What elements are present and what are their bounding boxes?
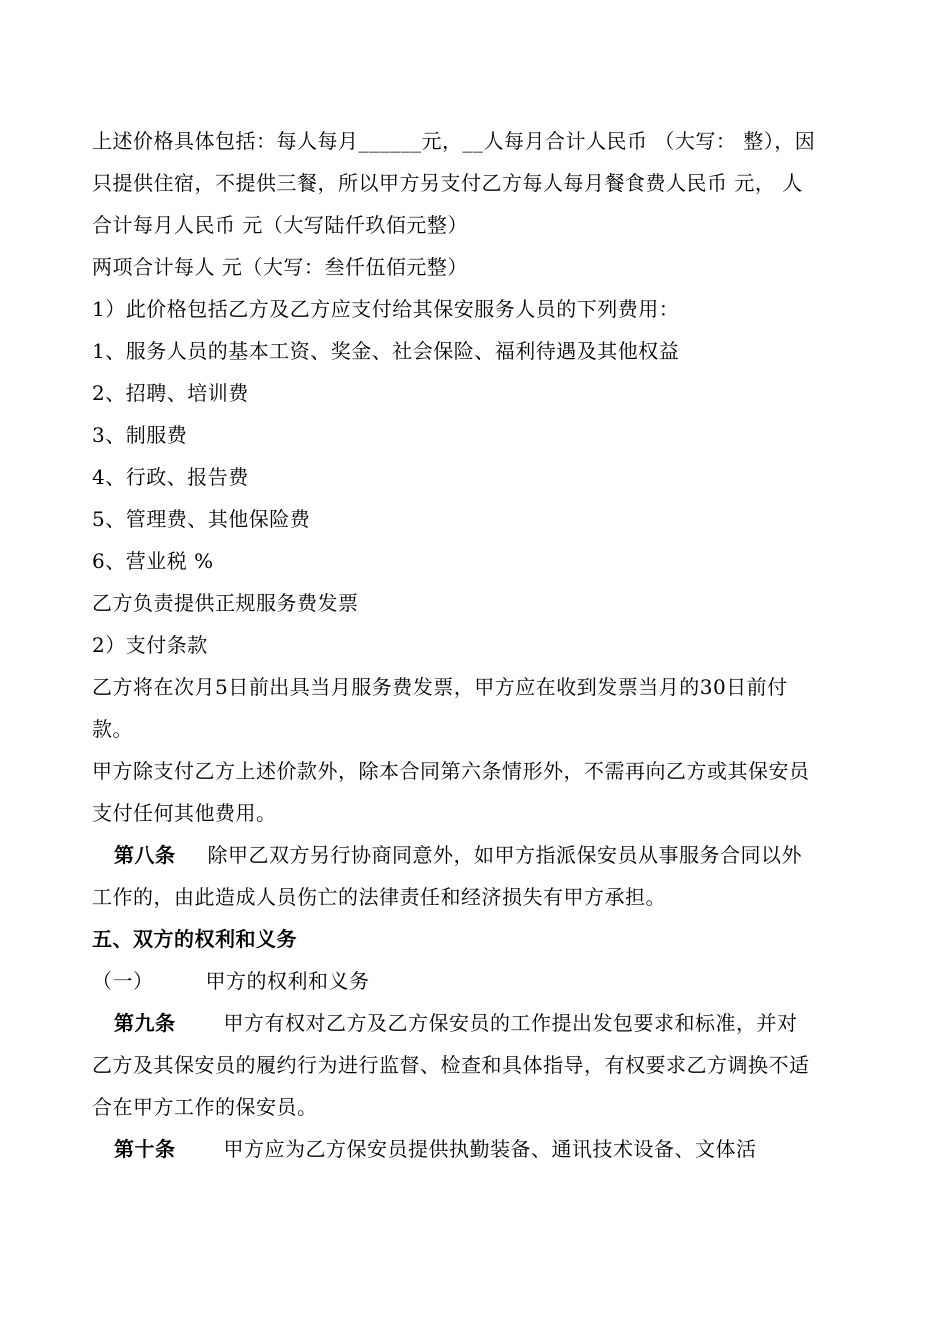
article-text: 甲方应为乙方保安员提供执勤装备、通讯技术设备、文体活	[223, 1137, 757, 1161]
paragraph-line: 两项合计每人 元（大写：叁仟伍佰元整）	[92, 255, 468, 279]
paragraph-line: 支付任何其他费用。	[92, 801, 277, 825]
paragraph-line: 2）支付条款	[92, 633, 208, 657]
paragraph-line: 款。	[92, 717, 133, 741]
article-8	[92, 834, 862, 876]
list-item: 5、管理费、其他保险费	[92, 507, 311, 531]
subsection-label: （一）	[92, 969, 154, 993]
article-10	[92, 1128, 862, 1170]
list-item: 2、招聘、培训费	[92, 381, 249, 405]
paragraph-line: 1）此价格包括乙方及乙方应支付给其保安服务人员的下列费用：	[92, 297, 680, 321]
paragraph-line: 上述价格具体包括：每人每月______元，__人每月合计人民币 （大写： 整），因	[92, 129, 816, 153]
article-label: 第八条	[114, 843, 176, 867]
document-page	[92, 120, 862, 1170]
list-item: 4、行政、报告费	[92, 465, 249, 489]
list-item: 6、营业税 %	[92, 549, 214, 573]
subsection-heading	[92, 960, 862, 1002]
article-label: 第九条	[114, 1011, 176, 1035]
list-item: 3、制服费	[92, 423, 188, 447]
section-heading: 五、双方的权利和义务	[92, 927, 297, 951]
paragraph-line: 合计每月人民币 元（大写陆仟玖佰元整）	[92, 213, 468, 237]
paragraph-line: 乙方将在次月5日前出具当月服务费发票，甲方应在收到发票当月的30日前付	[92, 675, 788, 699]
paragraph-line: 乙方及其保安员的履约行为进行监督、检查和具体指导，有权要求乙方调换不适	[92, 1053, 810, 1077]
subsection-title: 甲方的权利和义务	[205, 969, 370, 993]
list-item: 1、服务人员的基本工资、奖金、社会保险、福利待遇及其他权益	[92, 339, 680, 363]
paragraph-line: 只提供住宿，不提供三餐，所以甲方另支付乙方每人每月餐食费人民币 元， 人	[92, 171, 803, 195]
article-label: 第十条	[114, 1137, 176, 1161]
paragraph-line: 工作的，由此造成人员伤亡的法律责任和经济损失有甲方承担。	[92, 885, 666, 909]
paragraph-line: 甲方除支付乙方上述价款外，除本合同第六条情形外，不需再向乙方或其保安员	[92, 759, 810, 783]
article-text: 甲方有权对乙方及乙方保安员的工作提出发包要求和标准，并对	[223, 1011, 798, 1035]
article-text: 除甲乙双方另行协商同意外，如甲方指派保安员从事服务合同以外	[207, 843, 802, 867]
paragraph-line: 合在甲方工作的保安员。	[92, 1095, 318, 1119]
paragraph-line: 乙方负责提供正规服务费发票	[92, 591, 359, 615]
article-9	[92, 1002, 862, 1044]
